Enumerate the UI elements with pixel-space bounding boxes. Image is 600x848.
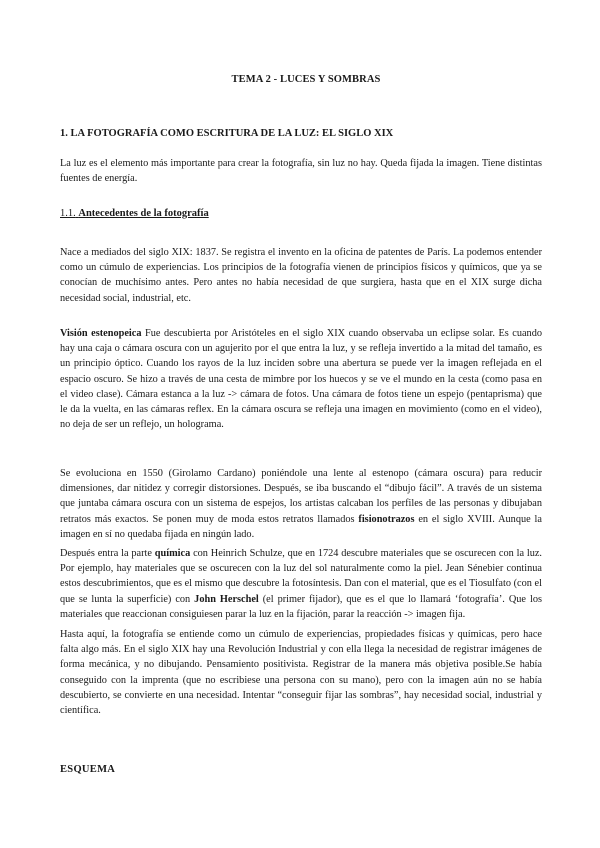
esquema-heading: ESQUEMA: [60, 764, 116, 775]
paragraph-evolution-text-b: en el siglo XVIII. Aunque la imagen en sí no quedaba fijada en ningún lado.: [60, 513, 542, 540]
section-heading: 1. LA FOTOGRAFÍA COMO ESCRITURA DE LA LUZ: EL SIGLO XIX: [60, 128, 394, 139]
paragraph-chemistry-text-c: (el primer fijador), que es el que lo llamará ‘fotografía’. Que los materiales que reaccionan consiguiesen parar la luz en la fijación, parar la reacción -> imagen fija.: [60, 593, 542, 620]
term-john-herschel: John Herschel: [194, 593, 259, 605]
paragraph-chemistry-text-b: con Heinrich Schulze, que en 1724 descubre materiales que se oscurecen con la luz. Por ejemplo, hay materiales que se oscurecen con la luz del sol naturalmente como la piel. Jean Sénebier continua estos descubrimientos, que es el mismo que descubre la fotosíntesis. Dan con el material, que es el Tiosulfato (con el que se lunta la superficie) con: [60, 548, 542, 605]
intro-paragraph: La luz es el elemento más importante para crear la fotografía, sin luz no hay. Queda fijada la imagen. Tiene distintas fuentes de energía.: [60, 158, 542, 185]
paragraph-summary: Hasta aquí, la fotografía se entiende como un cúmulo de experiencias, propiedades físicas y químicas, pero hace falta algo más. En el siglo XIX hay una Revolución Industrial y con ella llega la necesidad de registrar imágenes de forma mecánica, y no dibujando. Pensamiento positivista. Registrar de la manera más objetiva posible.Se había conseguido con la imprenta (que no escribiese una persona con su mano), pero con la imagen aún no se había descubierto, se convierte en una necesidad. Intentar “conseguir fijar las sombras”, hay necesidad social, industrial y científica.: [60, 629, 542, 717]
subsection-heading: [60, 208, 209, 219]
paragraph-chemistry-text-a: Después entra la parte: [60, 548, 155, 559]
paragraph-chemistry: [60, 546, 542, 622]
paragraph-vision-text: Fue descubierta por Aristóteles en el siglo XIX cuando observaba un eclipse solar. Es cuando hay una caja o cámara oscura con un agujerito por el que entra la luz, y se refleja invertido a la mitad del tamaño, es un principio óptico. Cuando los rayos de la luz inciden sobre una abertura se puede ver la imagen reflejada en el espacio oscuro. Se hizo a través de una cesta de mimbre por los huecos y se ve el mundo en la cesta (como pasa en el video clase). Cámara estanca a la luz -> cámara de fotos. Una cámara de fotos tiene un espejo (pentaprisma) que le da la vuelta, en las cámaras reflex. En la cámara oscura se refleja una imagen en movimiento (como en el video), no deja de ser un reflejo, un holograma.: [60, 328, 543, 431]
subsection-title: Antecedentes de la fotografía: [78, 208, 209, 219]
term-fisionotrazos: fisionotrazos: [358, 513, 415, 525]
term-quimica: química: [154, 548, 191, 559]
term-vision-estenopeica: Visión estenopeica: [60, 328, 142, 339]
paragraph-vision-estenopeica: [60, 326, 542, 432]
document-title: TEMA 2 - LUCES Y SOMBRAS: [231, 74, 381, 85]
paragraph-origins: Nace a mediados del siglo XIX: 1837. Se registra el invento en la oficina de patentes de París. La podemos entender como un cúmulo de experiencias. Los principios de la fotografía vienen de principios físicos y químicos, que ya se conocían de muchísimo antes. Pero antes no había necesidad de que surgiera, hasta que en el XIX surge dicha necesidad social, industrial, etc.: [60, 247, 542, 304]
paragraph-evolution-text-a: Se evoluciona en 1550 (Girolamo Cardano) poniéndole una lente al estenopo (cámara oscura) para reducir dimensiones, dar nitidez y corregir distorsiones. Después, se iba buscando el “dibujo fácil”. A través de un sistema que juntaba cámara oscura con un sistema de espejos, los artistas calcaban los perfiles de las personas y dibujaban retratos más exactos. Se ponen muy de moda estos retratos llamados: [60, 468, 542, 525]
subsection-number: 1.1.: [60, 208, 76, 219]
paragraph-evolution: [60, 466, 542, 542]
